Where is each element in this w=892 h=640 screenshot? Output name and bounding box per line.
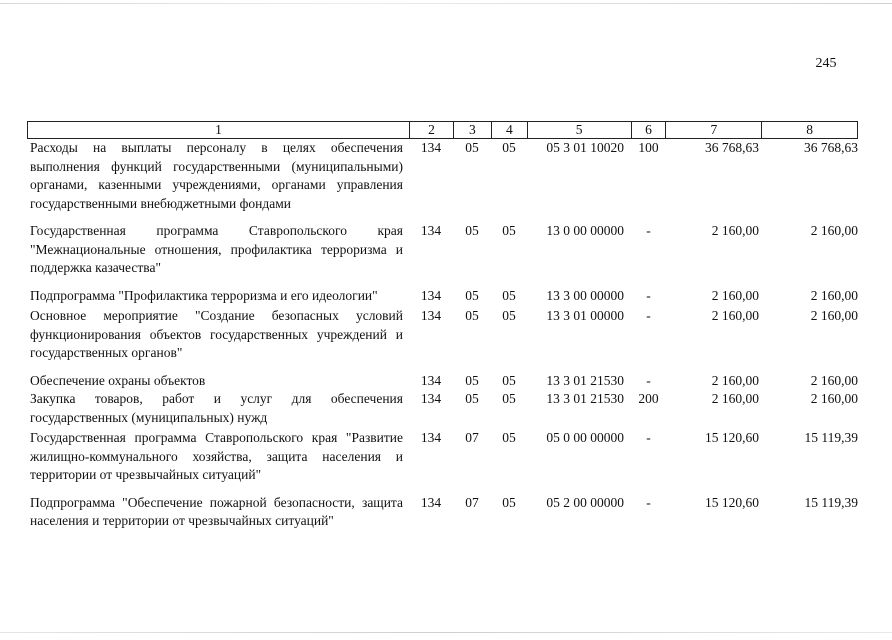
cell-amount-2: 2 160,00 (810, 372, 858, 388)
cell-target-article: 13 3 00 00000 (546, 287, 624, 303)
cell-code: 134 (420, 430, 442, 445)
row-name: Обеспечение охраны объектов (30, 372, 206, 388)
cell-amount-1: 2 160,00 (711, 308, 759, 323)
cell-subsection: 05 (502, 140, 516, 155)
cell-expense-type: 100 (638, 140, 659, 155)
cell-target-article: 13 3 01 00000 (546, 308, 624, 323)
column-header: 1 (215, 122, 222, 137)
table-row (27, 287, 858, 306)
cell-code: 134 (420, 287, 442, 303)
cell-expense-type: - (646, 287, 651, 303)
row-name: Расходы на выплаты персоналу в целях обеспечения выполнения функций государственными (муниципальными) органами, казенными учреждениями, органами управления государственными внебюджетными фондами (30, 140, 403, 211)
cell-amount-2: 2 160,00 (810, 308, 858, 323)
cell-amount-1: 2 160,00 (711, 223, 759, 238)
cell-subsection: 05 (502, 223, 516, 238)
table-row (27, 494, 858, 531)
cell-target-article: 13 0 00 00000 (546, 223, 624, 238)
cell-target-article: 05 2 00 00000 (546, 494, 624, 510)
cell-target-article: 05 3 01 10020 (546, 140, 624, 155)
cell-subsection: 05 (502, 391, 516, 406)
table-row (27, 429, 858, 485)
column-header: 7 (665, 122, 761, 138)
page-number: 245 (815, 56, 837, 71)
cell-amount-2: 2 160,00 (810, 287, 858, 303)
cell-section: 05 (465, 287, 479, 303)
cell-amount-2: 15 119,39 (804, 494, 858, 510)
cell-amount-2: 36 768,63 (804, 140, 858, 155)
budget-table (27, 121, 858, 531)
cell-code: 134 (420, 391, 442, 406)
cell-amount-1: 15 120,60 (705, 430, 759, 445)
column-header: 6 (631, 122, 666, 138)
cell-amount-2: 2 160,00 (810, 391, 858, 406)
cell-code: 134 (420, 372, 442, 388)
cell-section: 05 (465, 140, 479, 155)
scan-edge-bottom (0, 632, 892, 633)
cell-section: 07 (465, 430, 479, 445)
cell-expense-type: - (646, 494, 651, 510)
cell-target-article: 13 3 01 21530 (546, 372, 624, 388)
cell-expense-type: - (646, 308, 651, 323)
cell-section: 05 (465, 223, 479, 238)
row-name: Государственная программа Ставропольского края "Межнациональные отношения, профилактика терроризма и поддержка казачества" (30, 223, 403, 275)
cell-section: 05 (465, 308, 479, 323)
table-row (27, 139, 858, 213)
cell-subsection: 05 (502, 308, 516, 323)
cell-target-article: 13 3 01 21530 (546, 391, 624, 406)
row-name: Основное мероприятие "Создание безопасных условий функционирования объектов государственных учреждений и государственных органов" (30, 308, 403, 360)
table-row (27, 390, 858, 427)
table-header-row (27, 121, 858, 139)
cell-section: 07 (465, 494, 479, 510)
row-name: Подпрограмма "Профилактика терроризма и его идеологии" (30, 287, 378, 303)
cell-amount-1: 2 160,00 (711, 391, 759, 406)
cell-code: 134 (420, 140, 442, 155)
cell-amount-1: 36 768,63 (705, 140, 759, 155)
table-row (27, 372, 858, 391)
cell-section: 05 (465, 372, 479, 388)
column-header: 2 (409, 122, 453, 138)
row-name: Государственная программа Ставропольского края "Развитие жилищно-коммунального хозяйства, защита населения и территории от чрезвычайных ситуаций" (30, 430, 403, 482)
column-header: 8 (761, 122, 857, 138)
cell-amount-2: 2 160,00 (810, 223, 858, 238)
cell-amount-1: 15 120,60 (705, 494, 759, 510)
cell-section: 05 (465, 391, 479, 406)
cell-amount-2: 15 119,39 (804, 430, 858, 445)
cell-amount-1: 2 160,00 (711, 287, 759, 303)
cell-target-article: 05 0 00 00000 (546, 430, 624, 445)
cell-amount-1: 2 160,00 (711, 372, 759, 388)
cell-expense-type: 200 (638, 391, 659, 406)
cell-code: 134 (420, 494, 442, 510)
cell-subsection: 05 (502, 430, 516, 445)
cell-subsection: 05 (502, 287, 516, 303)
scan-edge-top (0, 3, 892, 4)
cell-expense-type: - (646, 223, 651, 238)
table-row (27, 222, 858, 278)
column-header: 4 (491, 122, 527, 138)
cell-expense-type: - (646, 372, 651, 388)
cell-code: 134 (420, 308, 442, 323)
column-header: 3 (453, 122, 491, 138)
column-header: 5 (527, 122, 631, 138)
cell-subsection: 05 (502, 372, 516, 388)
row-name: Закупка товаров, работ и услуг для обеспечения государственных (муниципальных) нужд (30, 391, 403, 425)
row-name: Подпрограмма "Обеспечение пожарной безопасности, защита населения и территории от чрезвычайных ситуаций" (30, 494, 403, 528)
cell-code: 134 (420, 223, 442, 238)
cell-expense-type: - (646, 430, 651, 445)
cell-subsection: 05 (502, 494, 516, 510)
table-row (27, 307, 858, 363)
